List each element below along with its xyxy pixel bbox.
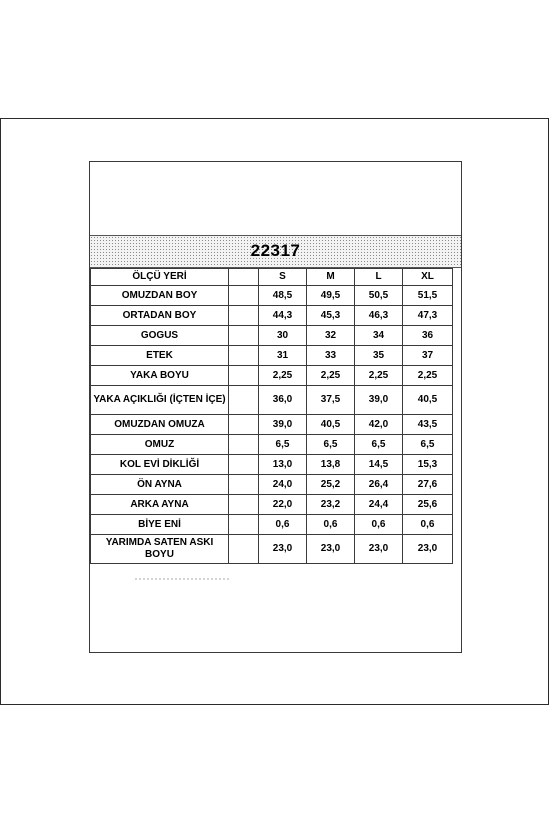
row-value: 6,5: [307, 435, 355, 455]
row-value: 39,0: [259, 415, 307, 435]
row-value: 42,0: [355, 415, 403, 435]
table-row: [91, 455, 453, 475]
row-label: BİYE ENİ: [91, 515, 229, 535]
row-value: 14,5: [355, 455, 403, 475]
row-value: 36: [403, 326, 453, 346]
row-value: 36,0: [259, 386, 307, 415]
row-value: 24,4: [355, 495, 403, 515]
row-value: 50,5: [355, 286, 403, 306]
row-label: YARIMDA SATEN ASKI BOYU: [91, 535, 229, 564]
table-row: [91, 435, 453, 455]
row-value: 40,5: [403, 386, 453, 415]
row-value: 33: [307, 346, 355, 366]
header-label: ÖLÇÜ YERİ: [91, 269, 229, 286]
title-band: [90, 235, 461, 268]
blank-cell: [229, 346, 259, 366]
row-value: 37: [403, 346, 453, 366]
row-value: 2,25: [307, 366, 355, 386]
row-value: 49,5: [307, 286, 355, 306]
table-row: [91, 346, 453, 366]
blank-cell: [229, 535, 259, 564]
table-row: [91, 326, 453, 346]
row-value: 0,6: [403, 515, 453, 535]
row-label: GOGUS: [91, 326, 229, 346]
row-value: 25,6: [403, 495, 453, 515]
table-row: [91, 306, 453, 326]
row-value: 23,2: [307, 495, 355, 515]
row-value: 22,0: [259, 495, 307, 515]
row-label: OMUZ: [91, 435, 229, 455]
blank-cell: [229, 269, 259, 286]
size-table: [90, 268, 453, 564]
header-size: XL: [403, 269, 453, 286]
row-value: 0,6: [355, 515, 403, 535]
header-size: L: [355, 269, 403, 286]
row-value: 6,5: [259, 435, 307, 455]
row-value: 34: [355, 326, 403, 346]
row-value: 23,0: [355, 535, 403, 564]
blank-cell: [229, 415, 259, 435]
table-row: [91, 535, 453, 564]
blank-cell: [229, 366, 259, 386]
blank-cell: [229, 435, 259, 455]
row-value: 13,0: [259, 455, 307, 475]
row-value: 2,25: [355, 366, 403, 386]
row-value: 27,6: [403, 475, 453, 495]
header-size: S: [259, 269, 307, 286]
header-size: M: [307, 269, 355, 286]
row-value: 46,3: [355, 306, 403, 326]
row-value: 23,0: [259, 535, 307, 564]
row-label: YAKA BOYU: [91, 366, 229, 386]
row-value: 25,2: [307, 475, 355, 495]
row-value: 37,5: [307, 386, 355, 415]
table-row: [91, 415, 453, 435]
row-label: ETEK: [91, 346, 229, 366]
row-value: 35: [355, 346, 403, 366]
blank-cell: [229, 515, 259, 535]
row-value: 0,6: [259, 515, 307, 535]
table-row: [91, 366, 453, 386]
dotted-line-fragment: [134, 578, 229, 580]
row-value: 24,0: [259, 475, 307, 495]
row-value: 23,0: [403, 535, 453, 564]
row-label: OMUZDAN OMUZA: [91, 415, 229, 435]
row-value: 2,25: [403, 366, 453, 386]
row-value: 51,5: [403, 286, 453, 306]
table-row: [91, 495, 453, 515]
row-value: 26,4: [355, 475, 403, 495]
size-chart-sheet: [89, 161, 462, 653]
blank-cell: [229, 455, 259, 475]
blank-cell: [229, 306, 259, 326]
blank-cell: [229, 326, 259, 346]
row-value: 0,6: [307, 515, 355, 535]
row-value: 39,0: [355, 386, 403, 415]
blank-cell: [229, 286, 259, 306]
row-label: OMUZDAN BOY: [91, 286, 229, 306]
table-row: [91, 286, 453, 306]
row-value: 44,3: [259, 306, 307, 326]
row-value: 13,8: [307, 455, 355, 475]
table-row: [91, 515, 453, 535]
row-value: 23,0: [307, 535, 355, 564]
product-code: 22317: [250, 241, 301, 260]
blank-cell: [229, 495, 259, 515]
row-label: ORTADAN BOY: [91, 306, 229, 326]
row-value: 32: [307, 326, 355, 346]
row-value: 45,3: [307, 306, 355, 326]
table-header-row: [91, 269, 453, 286]
row-label: KOL EVİ DİKLİĞİ: [91, 455, 229, 475]
row-value: 47,3: [403, 306, 453, 326]
blank-cell: [229, 386, 259, 415]
row-value: 40,5: [307, 415, 355, 435]
row-value: 2,25: [259, 366, 307, 386]
row-value: 6,5: [355, 435, 403, 455]
row-value: 48,5: [259, 286, 307, 306]
row-value: 31: [259, 346, 307, 366]
row-label: ARKA AYNA: [91, 495, 229, 515]
row-value: 30: [259, 326, 307, 346]
blank-cell: [229, 475, 259, 495]
table-row: [91, 475, 453, 495]
row-value: 6,5: [403, 435, 453, 455]
row-value: 43,5: [403, 415, 453, 435]
table-row: [91, 386, 453, 415]
row-label: ÖN AYNA: [91, 475, 229, 495]
row-label: YAKA AÇIKLIĞI (İÇTEN İÇE): [91, 386, 229, 415]
row-value: 15,3: [403, 455, 453, 475]
